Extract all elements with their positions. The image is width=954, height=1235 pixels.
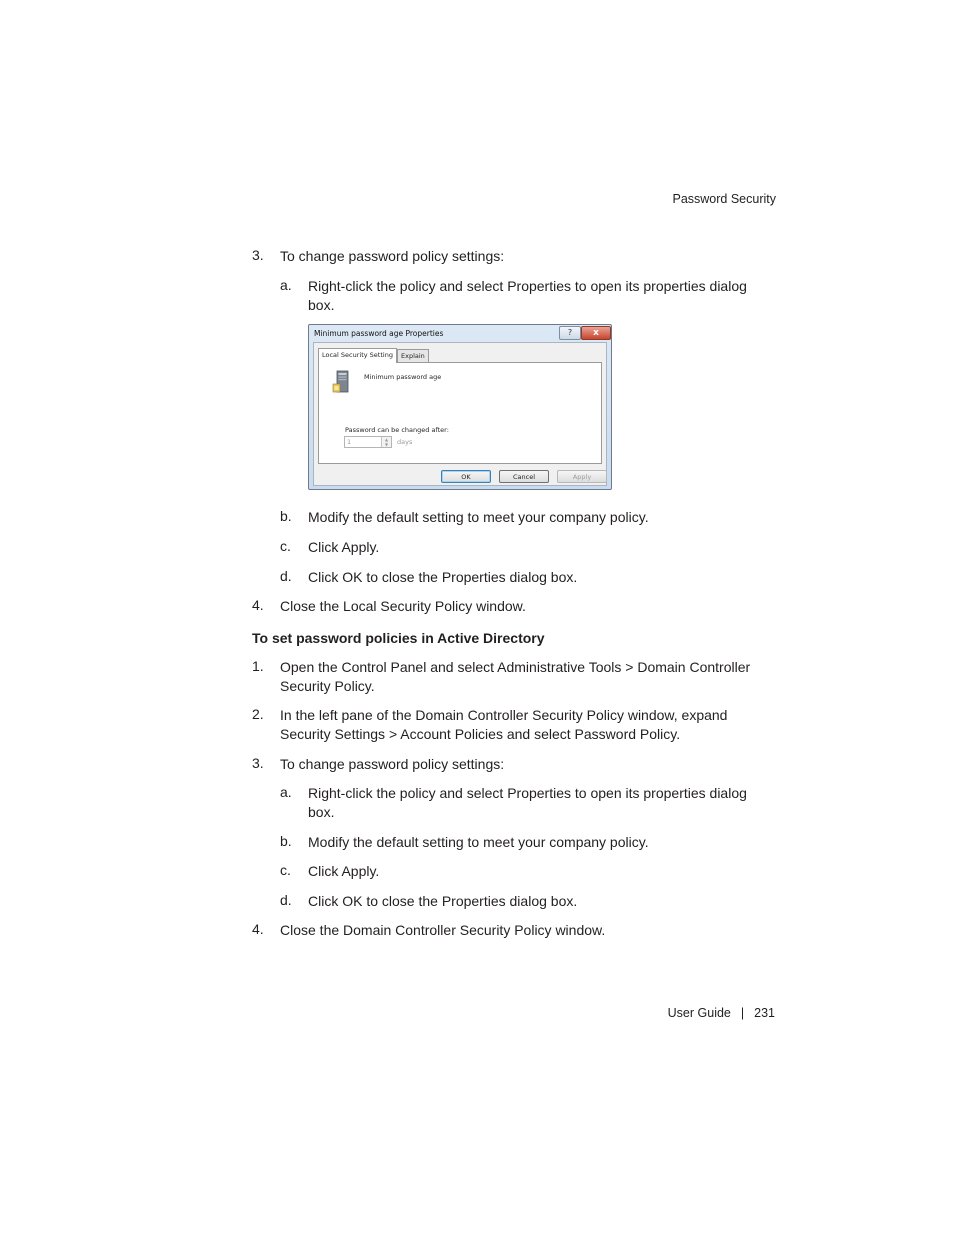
step-number: 4.	[252, 597, 264, 613]
step-text: Close the Local Security Policy window.	[280, 598, 526, 614]
section-heading: To set password policies in Active Directory	[252, 630, 545, 646]
step-number: 3.	[252, 247, 264, 263]
step-number: 4.	[252, 921, 264, 937]
step-text: To change password policy settings:	[280, 756, 505, 772]
apply-button[interactable]: Apply	[557, 470, 607, 483]
substep-text: Modify the default setting to meet your company policy.	[308, 509, 649, 525]
dialog-title: Minimum password age Properties	[314, 329, 444, 338]
step-text-line: In the left pane of the Domain Controller Security Policy window, expand	[280, 707, 728, 723]
tab-panel	[318, 362, 602, 464]
substep-text	[308, 784, 747, 822]
substep-text-line: Right-click the policy and select Properties to open its properties dialog	[308, 785, 747, 801]
substep-letter: a.	[280, 277, 292, 293]
step-text-line: Open the Control Panel and select Administrative Tools > Domain Controller	[280, 659, 751, 675]
substep-letter: b.	[280, 833, 292, 849]
substep-text: Click Apply.	[308, 863, 380, 879]
footer-guide-title: User Guide	[667, 1006, 731, 1020]
step-text	[280, 706, 727, 744]
spin-up-icon[interactable]: ▲	[381, 437, 391, 442]
substep-text: Click Apply.	[308, 539, 380, 555]
stepper-value: 1	[347, 438, 352, 446]
substep-letter: b.	[280, 508, 292, 524]
substep-letter: d.	[280, 568, 292, 584]
days-stepper[interactable]	[344, 436, 392, 448]
substep-text: Click OK to close the Properties dialog box.	[308, 893, 578, 909]
substep-letter: d.	[280, 892, 292, 908]
step-number: 3.	[252, 755, 264, 771]
substep-text	[308, 277, 747, 315]
policy-name-label: Minimum password age	[364, 373, 442, 381]
step-text	[280, 658, 750, 696]
cancel-button[interactable]: Cancel	[499, 470, 549, 483]
step-text-line: Security Settings > Account Policies and select Password Policy.	[280, 726, 681, 742]
tab-explain[interactable]: Explain	[397, 349, 429, 362]
step-number: 1.	[252, 658, 264, 674]
substep-text: Click OK to close the Properties dialog box.	[308, 569, 578, 585]
unit-label: days	[397, 438, 413, 446]
help-icon[interactable]: ?	[559, 326, 581, 340]
running-header: Password Security	[672, 192, 776, 206]
substep-text-line: box.	[308, 297, 335, 313]
spin-down-icon[interactable]: ▼	[381, 442, 391, 447]
page-number: 231	[754, 1006, 775, 1020]
substep-letter: c.	[280, 538, 291, 554]
dialog-body	[313, 342, 607, 486]
field-label: Password can be changed after:	[345, 426, 449, 434]
step-text-line: Security Policy.	[280, 678, 375, 694]
substep-letter: a.	[280, 784, 292, 800]
step-text: Close the Domain Controller Security Policy window.	[280, 922, 606, 938]
substep-text: Modify the default setting to meet your company policy.	[308, 834, 649, 850]
server-icon	[331, 370, 351, 394]
step-number: 2.	[252, 706, 264, 722]
tab-local-security-setting[interactable]: Local Security Setting	[318, 348, 397, 363]
step-text: To change password policy settings:	[280, 248, 505, 264]
substep-text-line: Right-click the policy and select Properties to open its properties dialog	[308, 278, 747, 294]
properties-dialog-screenshot	[308, 324, 612, 490]
substep-text-line: box.	[308, 804, 335, 820]
ok-button[interactable]: OK	[441, 470, 491, 483]
page-footer	[668, 1006, 775, 1020]
footer-separator: |	[740, 1006, 745, 1020]
substep-letter: c.	[280, 862, 291, 878]
close-icon[interactable]: x	[581, 326, 611, 340]
